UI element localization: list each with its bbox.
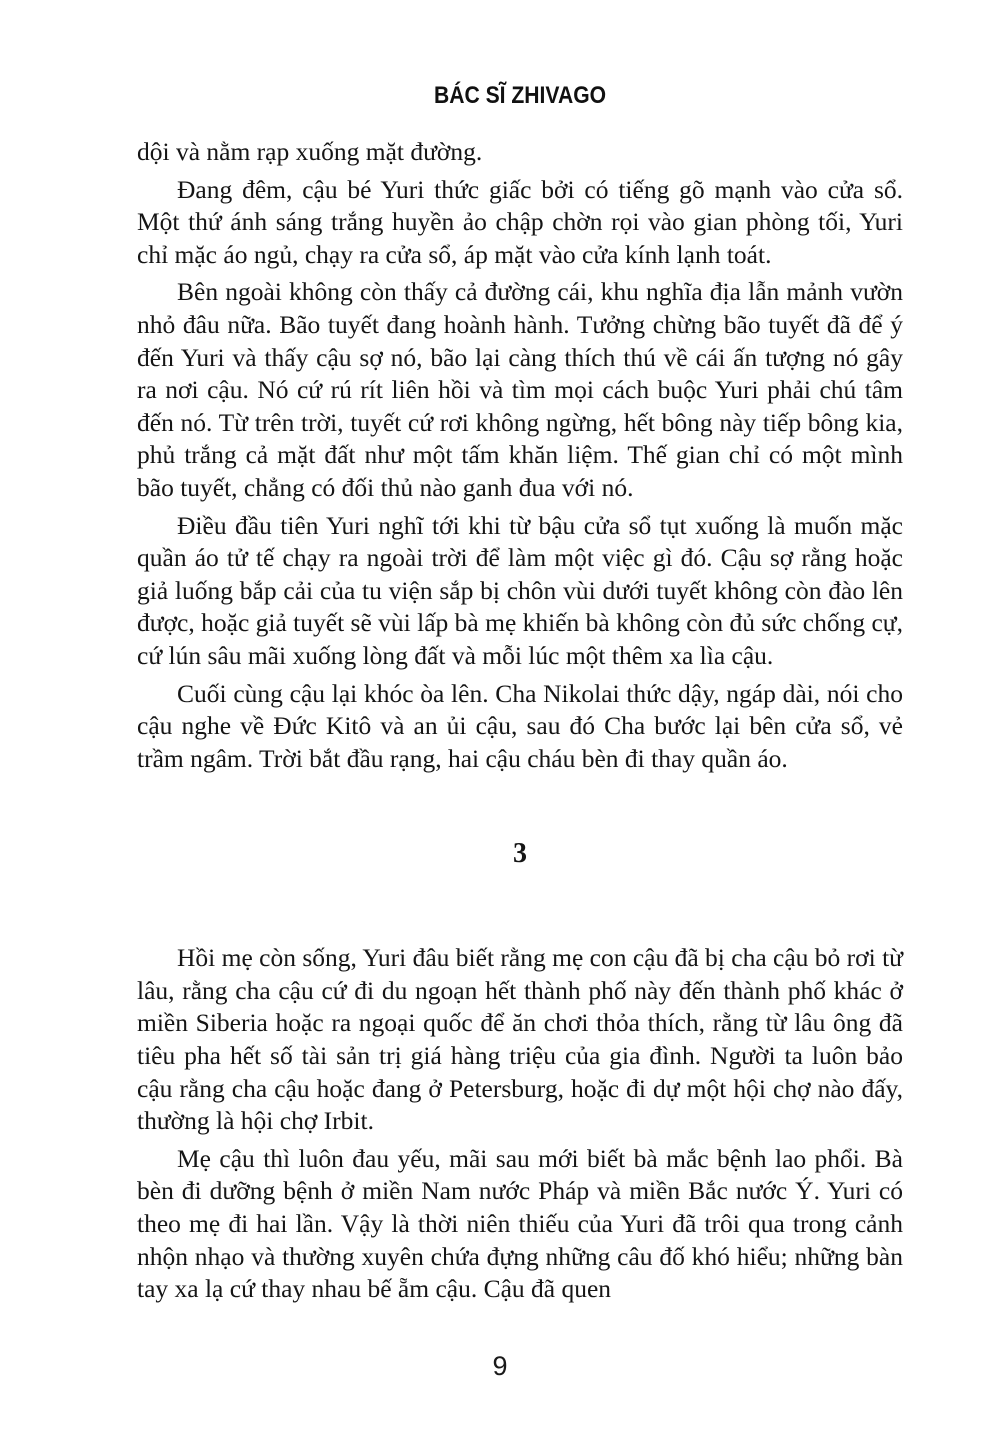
running-title: BÁC SĨ ZHIVAGO <box>433 82 607 109</box>
paragraph: Điều đầu tiên Yuri nghĩ tới khi từ bậu cửa sổ tụt xuống là muốn mặc quần áo tử tế chạy ra ngoài trời để làm một việc gì đó. Cậu sợ rằng hoặc giả luống bắp cải của tu viện sắp bị chôn vùi dưới tuyết không còn đào lên được, hoặc giả tuyết sẽ vùi lấp bà mẹ khiến bà không còn đủ sức chống cự, cứ lún sâu mãi xuống lòng đất và mỗi lúc một thêm xa lìa cậu. <box>137 510 903 670</box>
text-column <box>137 0 903 1311</box>
paragraph: Mẹ cậu thì luôn đau yếu, mãi sau mới biết bà mắc bệnh lao phổi. Bà bèn đi dưỡng bệnh ở miền Nam nước Pháp và miền Bắc nước Ý. Yuri có theo mẹ đi hai lần. Vậy là thời niên thiếu của Yuri đã trôi qua trong cảnh nhộn nhạo và thường xuyên chứa đựng những câu đố khó hiểu; những bàn tay xa lạ cứ thay nhau bế ẵm cậu. Cậu đã quen <box>137 1143 903 1304</box>
paragraph: Hồi mẹ còn sống, Yuri đâu biết rằng mẹ con cậu đã bị cha cậu bỏ rơi từ lâu, rằng cha cậu cứ đi du ngoạn hết thành phố này đến thành phố khác ở miền Siberia hoặc ra ngoại quốc để ăn chơi thỏa thích, rằng từ lâu ông đã tiêu pha hết số tài sản trị giá hàng triệu của gia đình. Người ta luôn bảo cậu rằng cha cậu hoặc đang ở Petersburg, hoặc đi dự một hội chợ nào đấy, thường là hội chợ Irbit. <box>137 943 903 1136</box>
paragraph: Đang đêm, cậu bé Yuri thức giấc bởi có tiếng gõ mạnh vào cửa sổ. Một thứ ánh sáng trắng huyền ảo chập chờn rọi vào gian phòng tối, Yuri chỉ mặc áo ngủ, chạy ra cửa sổ, áp mặt vào cửa kính lạnh toát. <box>137 174 903 269</box>
section-number: 3 <box>513 838 527 870</box>
paragraph: Cuối cùng cậu lại khóc òa lên. Cha Nikolai thức dậy, ngáp dài, nói cho cậu nghe về Đức Kitô và an ủi cậu, sau đó Cha bước lại bên cửa sổ, vẻ trầm ngâm. Trời bắt đầu rạng, hai cậu cháu bèn đi thay quần áo. <box>137 678 903 773</box>
paragraph: dội và nằm rạp xuống mặt đường. <box>137 137 483 166</box>
text-block-before-section <box>137 136 903 775</box>
paragraph: Bên ngoài không còn thấy cả đường cái, khu nghĩa địa lẫn mảnh vườn nhỏ đâu nữa. Bão tuyết đang hoành hành. Tưởng chừng bão tuyết đã để ý đến Yuri và thấy cậu sợ nó, bão lại càng thích thú về cái ấn tượng nó gây ra nơi cậu. Nó cứ rú rít liên hồi và tìm mọi cách buộc Yuri phải chú tâm đến nó. Từ trên trời, tuyết cứ rơi không ngừng, hết bông này tiếp bông kia, phủ trắng cả mặt đất như một tấm khăn liệm. Thế gian chỉ có một mình bão tuyết, chẳng có đối thủ nào ganh đua với nó. <box>137 277 903 502</box>
page-number: 9 <box>492 1351 508 1381</box>
text-block-after-section <box>137 942 903 1306</box>
